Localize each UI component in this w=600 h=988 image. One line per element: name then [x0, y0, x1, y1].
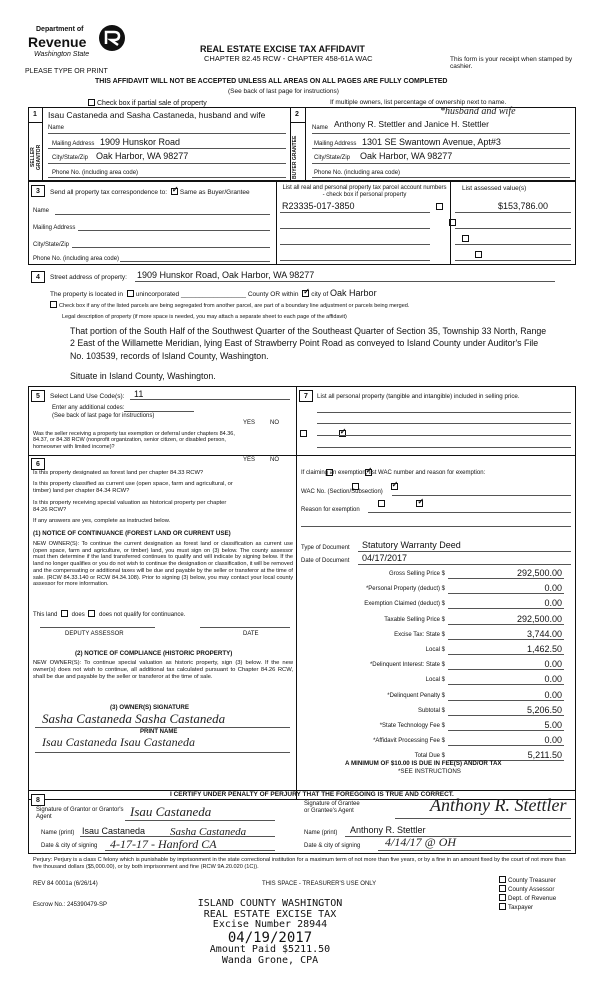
stamp-tax: REAL ESTATE EXCISE TAX: [203, 908, 337, 920]
form-subtitle: CHAPTER 82.45 RCW - CHAPTER 458-61A WAC: [204, 54, 373, 63]
located-line: The property is located in unincorporated __________________ County OR within ✓ city of Oak Harbor: [50, 288, 377, 298]
exemption-yes-checkbox[interactable]: [300, 430, 307, 437]
buyer-city[interactable]: Oak Harbor, WA 98277: [360, 151, 453, 161]
see-instructions: *SEE INSTRUCTIONS: [398, 768, 461, 775]
land-use-code[interactable]: 11: [134, 389, 144, 399]
county-treasurer-checkbox[interactable]: [499, 876, 506, 883]
grantor-date-label: Date & city of signing: [41, 843, 98, 849]
send-correspondence: Send all property tax correspondence to: ✓ Same as Buyer/Grantee: [50, 188, 250, 196]
tax-row-label: *Delinquent Interest: State $: [369, 662, 445, 669]
dor-logo: [28, 24, 128, 70]
historic-heading: (2) NOTICE OF COMPLIANCE (HISTORIC PROPERTY): [75, 650, 233, 657]
does-qualify-checkbox[interactable]: [61, 610, 68, 617]
corr-name-label: Name: [33, 208, 50, 214]
buyer-name-label: Name: [312, 125, 329, 131]
dist-dept-revenue: Dept. of Revenue: [497, 894, 556, 903]
tax-row-value[interactable]: 0.00: [544, 689, 562, 700]
current-use-no-checkbox[interactable]: [391, 483, 398, 490]
partial-sale: Check box if partial sale of property: [86, 99, 207, 108]
buyer-city-label: City/State/Zip: [314, 155, 351, 161]
dept-line1: Department of: [36, 26, 84, 33]
tax-row-label: Taxable Selling Price $: [384, 616, 445, 623]
parcel-personal-checkbox-2[interactable]: [449, 219, 456, 226]
city-of-checkbox[interactable]: [302, 290, 309, 297]
stamp-amount: Amount Paid $5211.50: [209, 944, 331, 956]
tax-row-value[interactable]: 0.00: [544, 583, 562, 594]
corr-mail-label: Mailing Address: [33, 225, 76, 231]
section-5-label: 5: [31, 390, 45, 402]
doc-date[interactable]: 04/17/2017: [362, 553, 408, 563]
additional-codes: Enter any additional codes:: [52, 405, 125, 411]
certify-statement: I CERTIFY UNDER PENALTY OF PERJURY THAT THE FOREGOING IS TRUE AND CORRECT.: [170, 791, 454, 798]
parcel-number[interactable]: R23335-017-3850: [282, 201, 355, 211]
tax-row-value[interactable]: 1,462.50: [526, 644, 562, 654]
dist-county-assessor: County Assessor: [497, 885, 556, 894]
grantee-name-label: Name (print): [304, 830, 338, 836]
tax-row-label: Excise Tax: State $: [394, 631, 445, 638]
grantor-name-label: Name (print): [41, 830, 75, 836]
sec5-no: NO: [270, 420, 279, 426]
buyer-mail-label: Mailing Address: [314, 141, 357, 147]
segregated-line: Check box if any of the listed parcels are being segregated from another parcel, are part of a boundary line adjustment or parcels being merged.: [48, 301, 409, 309]
street-label: Street address of property:: [50, 274, 127, 281]
seller-city[interactable]: Oak Harbor, WA 98277: [96, 151, 189, 161]
tax-row-label: Total Due $: [414, 753, 445, 760]
doc-date-label: Date of Document: [301, 558, 350, 564]
see-back: (See back of last page for instructions): [228, 88, 339, 95]
tax-row-label: Local $: [425, 647, 445, 653]
treasurer-stamp: [160, 899, 380, 966]
tax-row-value[interactable]: 0.00: [544, 659, 562, 670]
tax-row-label: *Personal Property (deduct) $: [365, 586, 445, 593]
doc-type-label: Type of Document: [301, 545, 350, 551]
dept-revenue-checkbox[interactable]: [499, 894, 506, 901]
current-use-question: Is this property classified as current use (open space, farm and agricultural, or timber) land per chapter 84.34 RCW?: [33, 481, 233, 494]
grantee-signature[interactable]: Anthony R. Stettler: [430, 795, 567, 815]
grantor-name[interactable]: Isau Castaneda: [82, 826, 146, 836]
seller-phone-label: Phone No. (including area code): [52, 170, 139, 176]
tax-row-value[interactable]: 292,500.00: [516, 613, 562, 624]
tax-row-label: *Affidavit Processing Fee $: [373, 738, 445, 745]
continuance-text: NEW OWNER(S): To continue the current designation as forest land or classification as current use (open space, farm and agriculture, or timber) land, you must sign on (3) below. The county assessor must then determine if the land transferred continues to qualify and will indicate by signing below. If the land no longer qualifies or you do not wish to continue the designation or classification, it will be removed and the compensating or additional taxes will be due and payable by the seller or transferor at the time of sale. (RCW 84.33.140 or RCW 84.34.108). Prior to signing (3) below, you may contact your local county assessor for more information.: [33, 541, 293, 588]
tax-row-label: Local $: [425, 677, 445, 684]
street-address[interactable]: 1909 Hunskor Road, Oak Harbor, WA 98277: [137, 270, 315, 280]
section-8-label: 8: [31, 794, 45, 806]
sec6-no: NO: [270, 457, 279, 463]
grantee-sig-label: Signature of Grantee or Grantee's Agent: [304, 801, 360, 814]
stamp-excise-number: Excise Number 28944: [212, 919, 328, 930]
reason-label: Reason for exemption: [301, 507, 360, 513]
revenue-emblem-icon: [98, 24, 126, 52]
owner-signature-1[interactable]: Sasha Castaneda Sasha Castaneda: [42, 711, 226, 726]
tax-row-value[interactable]: 5,206.50: [526, 704, 562, 715]
sec5-yes: YES: [243, 420, 256, 426]
tax-row-label: *State Technology Fee $: [379, 723, 445, 729]
tax-row-label: Gross Selling Price $: [388, 571, 445, 577]
multiple-owners: If multiple owners, list percentage of ownership next to name.: [330, 99, 507, 106]
section-6-label: 6: [31, 458, 45, 470]
situate[interactable]: Situate in Island County, Washington.: [70, 371, 216, 381]
please-type: PLEASE TYPE OR PRINT: [25, 68, 108, 75]
tax-row-label: Subtotal $: [417, 707, 445, 714]
tax-row-value[interactable]: 0.00: [544, 735, 562, 746]
section-2-label: 2: [295, 111, 299, 118]
rev-number: REV 84 0001a (6/26/14): [33, 881, 98, 887]
seller-city-label: City/State/Zip: [52, 155, 89, 161]
tax-row-value[interactable]: 3,744.00: [526, 628, 562, 639]
claim-exemption: If claiming an exemption, list WAC number and reason for exemption:: [301, 470, 486, 476]
tax-row-label: *Delinquent Penalty $: [387, 692, 445, 699]
warning-text: THIS AFFIDAVIT WILL NOT BE ACCEPTED UNLESS ALL AREAS ON ALL PAGES ARE FULLY COMPLETED: [95, 78, 448, 85]
wac-label: WAC No. (Section/Subsection): [301, 489, 383, 495]
receipt-note: This form is your receipt when stamped by cashier.: [450, 56, 573, 71]
tax-row-value[interactable]: 5.00: [544, 720, 562, 730]
assessed-header: List assessed value(s): [462, 185, 527, 192]
section-1-label: 1: [33, 111, 37, 118]
same-as-buyer-checkbox[interactable]: [171, 188, 178, 195]
assessed-value[interactable]: $153,786.00: [498, 201, 549, 211]
tax-row-value[interactable]: 0.00: [544, 598, 562, 609]
dept-line3: Washington State: [34, 51, 90, 58]
stamp-signer: Wanda Grone, CPA: [221, 954, 319, 966]
grantee-name[interactable]: Anthony R. Stettler: [350, 825, 426, 835]
doc-type[interactable]: Statutory Warranty Deed: [362, 540, 461, 550]
taxpayer-checkbox[interactable]: [499, 903, 506, 910]
buyer-grantee-label: BUYER GRANTEE: [292, 135, 298, 179]
grantor-sig-label: Signature of Grantor or Grantor's Agent: [36, 807, 124, 820]
grantee-date-label: Date & city of signing: [304, 843, 361, 849]
parcel-personal-checkbox-3[interactable]: [462, 235, 469, 242]
segregated-checkbox[interactable]: [50, 301, 57, 308]
unincorporated-checkbox[interactable]: [127, 290, 134, 297]
distribution-list: [497, 876, 556, 912]
seller-mail[interactable]: 1909 Hunskor Road: [100, 137, 181, 147]
tax-row-value[interactable]: 0.00: [544, 674, 562, 685]
dist-county-treasurer: County Treasurer: [497, 876, 556, 885]
historic-no-checkbox[interactable]: [416, 500, 423, 507]
owner-signature-2[interactable]: Isau Castaneda Isau Castaneda: [42, 735, 195, 749]
personal-property-label: List all personal property (tangible and intangible) included in selling price.: [317, 393, 520, 400]
sec5-seeback: (See back of last page for instructions): [52, 413, 155, 419]
section-3-label: 3: [31, 185, 45, 197]
forest-question: Is this property designated as forest land per chapter 84.33 RCW?: [33, 470, 204, 476]
does-not-qualify-checkbox[interactable]: [88, 610, 95, 617]
county-assessor-checkbox[interactable]: [499, 885, 506, 892]
buyer-name[interactable]: Anthony R. Stettler and Janice H. Stettler: [334, 119, 489, 129]
deputy-assessor: DEPUTY ASSESSOR: [65, 631, 124, 637]
print-name-label: PRINT NAME: [140, 729, 178, 735]
section-4-label: 4: [31, 271, 45, 283]
perjury-text: Perjury: Perjury is a class C felony which is punishable by imprisonment in the state correctional institution for a maximum term of not more than five years, or by a fine in an amount fixed by the court of not more than five thousand dollars ($5,000.00), or by both imprisonment and fine (RCW 9A.20.020 (1C)).: [33, 857, 566, 870]
seller-name-label: Name: [48, 125, 65, 131]
legal-label: Legal description of property (if more space is needed, you may attach a separate sheet to each page of the affidavit): [62, 314, 347, 320]
if-any-yes: If any answers are yes, complete as instructed below.: [33, 518, 171, 524]
exemption-question: Was the seller receiving a property tax exemption or deferral under chapters 84.36, 84.37, or 84.38 RCW (nonprofit organization, senior citizen, or disabled person, homeowner with limited income)?: [33, 431, 235, 450]
grantor-signature[interactable]: Isau Castaneda: [130, 804, 212, 819]
corr-city-label: City/State/Zip: [33, 242, 70, 248]
section-7-label: 7: [299, 390, 313, 402]
treasurer-space: THIS SPACE - TREASURER'S USE ONLY: [262, 881, 377, 887]
stamp-date: 04/19/2017: [227, 929, 313, 946]
form-title: REAL ESTATE EXCISE TAX AFFIDAVIT: [200, 44, 365, 54]
corr-phone-label: Phone No. (including area code): [33, 256, 120, 262]
parcel-personal-checkbox-4[interactable]: [475, 251, 482, 258]
assessor-date: DATE: [243, 631, 259, 637]
buyer-mail[interactable]: 1301 SE Swantown Avenue, Apt#3: [362, 137, 501, 147]
buyer-name-note: *husband and wife: [440, 106, 516, 117]
dept-line2: Revenue: [28, 34, 87, 50]
tax-row-label: Exemption Claimed (deduct) $: [364, 601, 445, 608]
buyer-phone-label: Phone No. (including area code): [314, 170, 401, 176]
seller-grantor-label: SELLER GRANTOR: [30, 144, 42, 170]
tax-row-value[interactable]: 292,500.00: [516, 568, 562, 578]
grantor-date[interactable]: 4-17-17 - Hanford CA: [110, 837, 217, 851]
owner-signature-heading: (3) OWNER(S) SIGNATURE: [110, 704, 189, 711]
dist-taxpayer: Taxpayer: [497, 903, 556, 912]
seller-name[interactable]: Isau Castaneda and Sasha Castaneda, husband and wife: [48, 110, 266, 120]
parcel-personal-checkbox-1[interactable]: [436, 203, 443, 210]
tax-row-value[interactable]: 5,211.50: [527, 750, 562, 761]
land-use-label: Select Land Use Code(s):: [50, 393, 125, 400]
partial-sale-checkbox[interactable]: [88, 99, 95, 106]
escrow-number: Escrow No.: 245390479-SP: [33, 902, 108, 908]
sec6-yes: YES: [243, 457, 256, 463]
minimum-due: A MINIMUM OF $10.00 IS DUE IN FEE(S) AND/OR TAX: [345, 760, 502, 767]
seller-mail-label: Mailing Address: [52, 141, 95, 147]
stamp-county: ISLAND COUNTY WASHINGTON: [197, 898, 343, 909]
historic-question: Is this property receiving special valuation as historical property per chapter 84.26 RCW?: [33, 500, 227, 513]
grantor-name-2[interactable]: Sasha Castaneda: [170, 826, 247, 838]
historic-yes-checkbox[interactable]: [378, 500, 385, 507]
qualify-line: This land does does not qualify for continuance.: [33, 612, 186, 618]
city-name[interactable]: Oak Harbor: [330, 288, 377, 298]
parcel-header: List all real and personal property tax parcel account numbers - check box if personal property: [282, 185, 447, 198]
grantee-date[interactable]: 4/14/17 @ OH: [385, 835, 457, 849]
historic-text: NEW OWNER(S): To continue special valuation as historic property, sign (3) below. If the new owner(s) does not wish to continue, all additional tax calculated pursuant to Chapter 84.26 RCW, shall be due and payable by the seller or transferor at the time of sale.: [33, 660, 293, 680]
legal-description[interactable]: That portion of the South Half of the Southwest Quarter of the Southeast Quarter of Section 35, Township 33 North, Range 2 East of the Willamette Meridian, lying East of Strawberry Point Road as conveyed to Island County under Auditor's File No. 103539, records of Island County, Washington.: [70, 326, 547, 361]
continuance-heading: (1) NOTICE OF CONTINUANCE (FOREST LAND OR CURRENT USE): [33, 530, 231, 537]
